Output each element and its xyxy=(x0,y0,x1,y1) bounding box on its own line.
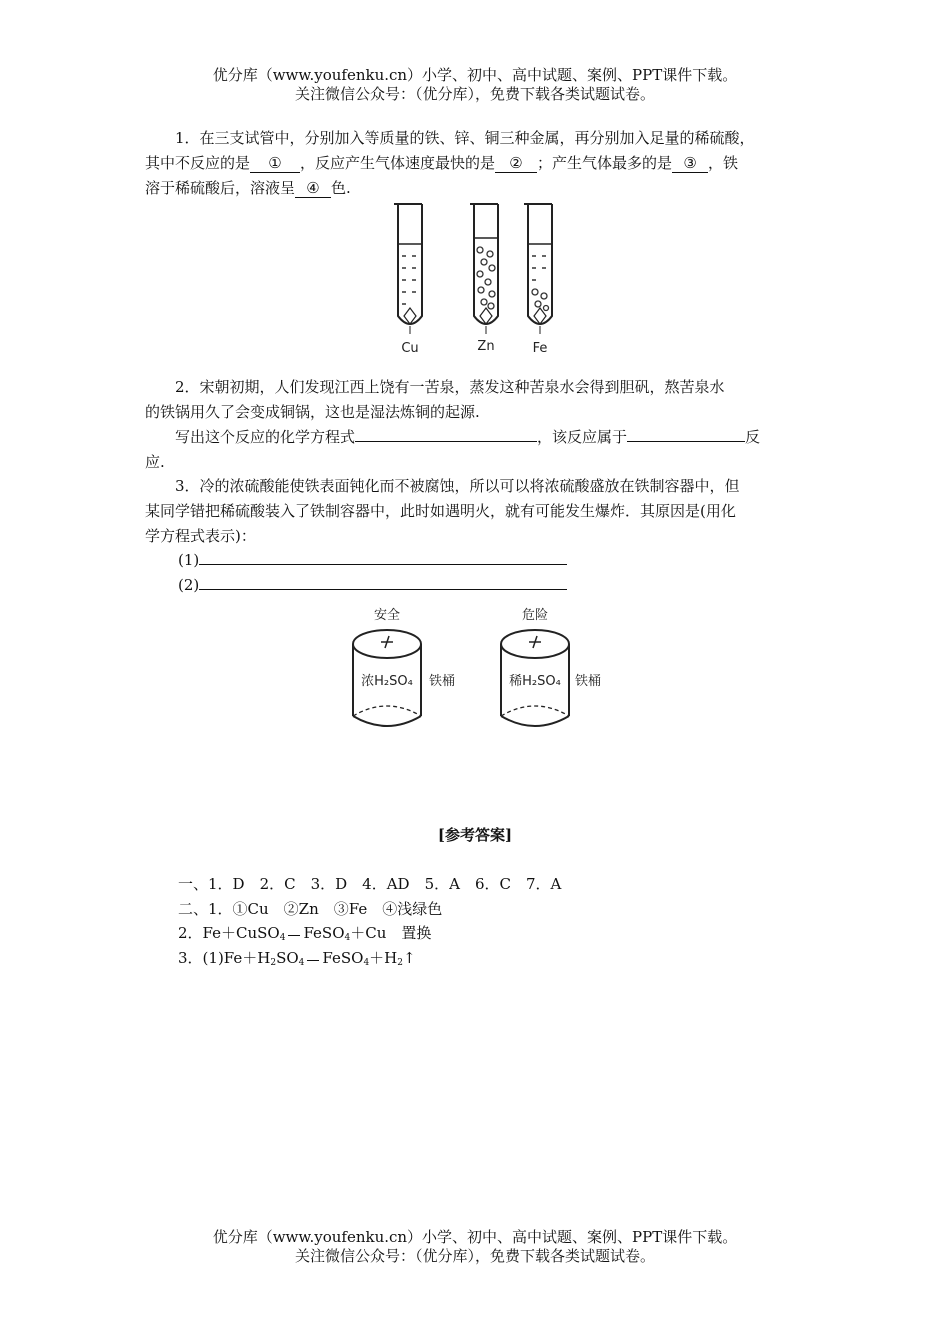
barrel-danger-title: 危险 xyxy=(521,608,549,623)
q3-item-1 xyxy=(178,548,843,572)
equals-sign xyxy=(288,935,300,936)
q1-blank-3: ③ xyxy=(672,154,708,173)
barrel-danger xyxy=(501,608,601,726)
q3-line-3: 学方程式表示)： xyxy=(145,527,256,545)
barrel-safe-label: 铁桶 xyxy=(429,674,456,689)
q1-blank-2: ② xyxy=(495,154,537,173)
barrel-danger-content: 稀H₂SO₄ xyxy=(509,674,561,689)
answer-text: 3．(1)Fe＋H xyxy=(178,949,271,967)
barrel-safe-content: 浓H₂SO₄ xyxy=(361,674,413,689)
barrel-danger-label: 铁桶 xyxy=(575,674,602,689)
q3-line-2: 某同学错把稀硫酸装入了铁制容器中，此时如遇明火，就有可能发生爆炸．其原因是(用化 xyxy=(145,502,736,520)
q1-line-1: 1．在三支试管中，分别加入等质量的铁、锌、铜三种金属，再分别加入足量的稀硫酸， xyxy=(175,129,755,147)
answers-line-4: 3．$(1)Fe+H_2SO_4$ $FeSO_4+H_2↑$ xyxy=(178,949,416,968)
q1-text: ，反应产生气体速度最快的是 xyxy=(300,154,496,172)
q1-text: 溶于稀硫酸后，溶液呈 xyxy=(145,179,296,197)
test-tubes-figure xyxy=(380,198,570,360)
tube-label-zn: Zn xyxy=(477,339,495,354)
tube-label-fe: Fe xyxy=(532,341,548,356)
q1-text: ；产生气体最多的是 xyxy=(537,154,673,172)
header-line-2: 关注微信公众号：（优分库），免费下载各类试题试卷。 xyxy=(294,85,655,103)
q3-item-2 xyxy=(178,573,843,597)
answers-line-1: 一、1．D 2．C 3．D 4．AD 5．A 6．C 7．A xyxy=(178,875,562,893)
answers-title: [参考答案] xyxy=(437,826,513,844)
answer-text: FeSO xyxy=(303,924,345,942)
q2-equation-blank[interactable] xyxy=(355,425,537,442)
footer-line-1: 优分库（www.youfenku.cn）小学、初中、高中试题、案例、PPT课件下载。 xyxy=(212,1228,738,1246)
q1-text: 其中不反应的是 xyxy=(145,154,251,172)
q2-line-3 xyxy=(145,425,810,449)
barrel-safe xyxy=(353,607,455,726)
q3-line-1: 3．冷的浓硫酸能使铁表面钝化而不被腐蚀，所以可以将浓硫酸盛放在铁制容器中，但 xyxy=(175,477,740,495)
q1-text: ，铁 xyxy=(708,154,739,172)
q3-answer-blank-1[interactable] xyxy=(199,548,567,565)
answer-text: ＋H xyxy=(369,949,398,967)
q2-line-2: 的铁锅用久了会变成铜锅，这也是湿法炼铜的起源. xyxy=(145,403,480,421)
answer-text: 2．Fe＋CuSO xyxy=(178,924,280,942)
q1-text: 色. xyxy=(331,179,351,197)
q2-text: 写出这个反应的化学方程式 xyxy=(175,428,356,446)
equals-sign xyxy=(307,960,319,961)
up-arrow-icon: ↑ xyxy=(403,949,416,967)
answer-text: ＋Cu 置换 xyxy=(350,924,432,942)
footer-line-2: 关注微信公众号：（优分库），免费下载各类试题试卷。 xyxy=(294,1247,655,1265)
q2-text: ，该反应属于 xyxy=(537,428,628,446)
q3-item-label: (1) xyxy=(178,551,200,569)
test-tube-zn xyxy=(470,204,498,334)
barrels-figure xyxy=(345,600,615,750)
answer-text: SO xyxy=(276,949,299,967)
q1-blank-4: ④ xyxy=(295,179,331,198)
q2-line-4: 应. xyxy=(145,453,165,471)
q1-line-2 xyxy=(145,151,810,175)
answers-line-3: 2．Fe＋CuSO$_4$ FeSO$_4$＋Cu 置换 xyxy=(178,924,432,943)
q2-reaction-type-blank[interactable] xyxy=(627,425,745,442)
q1-line-3 xyxy=(145,176,810,200)
answers-line-2: 二、1．①Cu ②Zn ③Fe ④浅绿色 xyxy=(178,900,443,918)
q3-item-label: (2) xyxy=(178,576,200,594)
q2-text: 反 xyxy=(745,428,761,446)
answer-text: FeSO xyxy=(322,949,364,967)
barrel-safe-title: 安全 xyxy=(373,608,401,623)
q3-answer-blank-2[interactable] xyxy=(199,573,567,590)
q2-line-1: 2．宋朝初期，人们发现江西上饶有一苦泉，蒸发这种苦泉水会得到胆矾，熬苦泉水 xyxy=(175,378,725,396)
test-tube-fe xyxy=(524,204,552,334)
test-tube-cu xyxy=(394,204,422,334)
page-header xyxy=(0,66,950,104)
q1-blank-1: ① xyxy=(250,154,300,173)
tube-label-cu: Cu xyxy=(401,341,419,356)
header-line-1: 优分库（www.youfenku.cn）小学、初中、高中试题、案例、PPT课件下载。 xyxy=(212,66,738,84)
page-footer xyxy=(0,1228,950,1266)
